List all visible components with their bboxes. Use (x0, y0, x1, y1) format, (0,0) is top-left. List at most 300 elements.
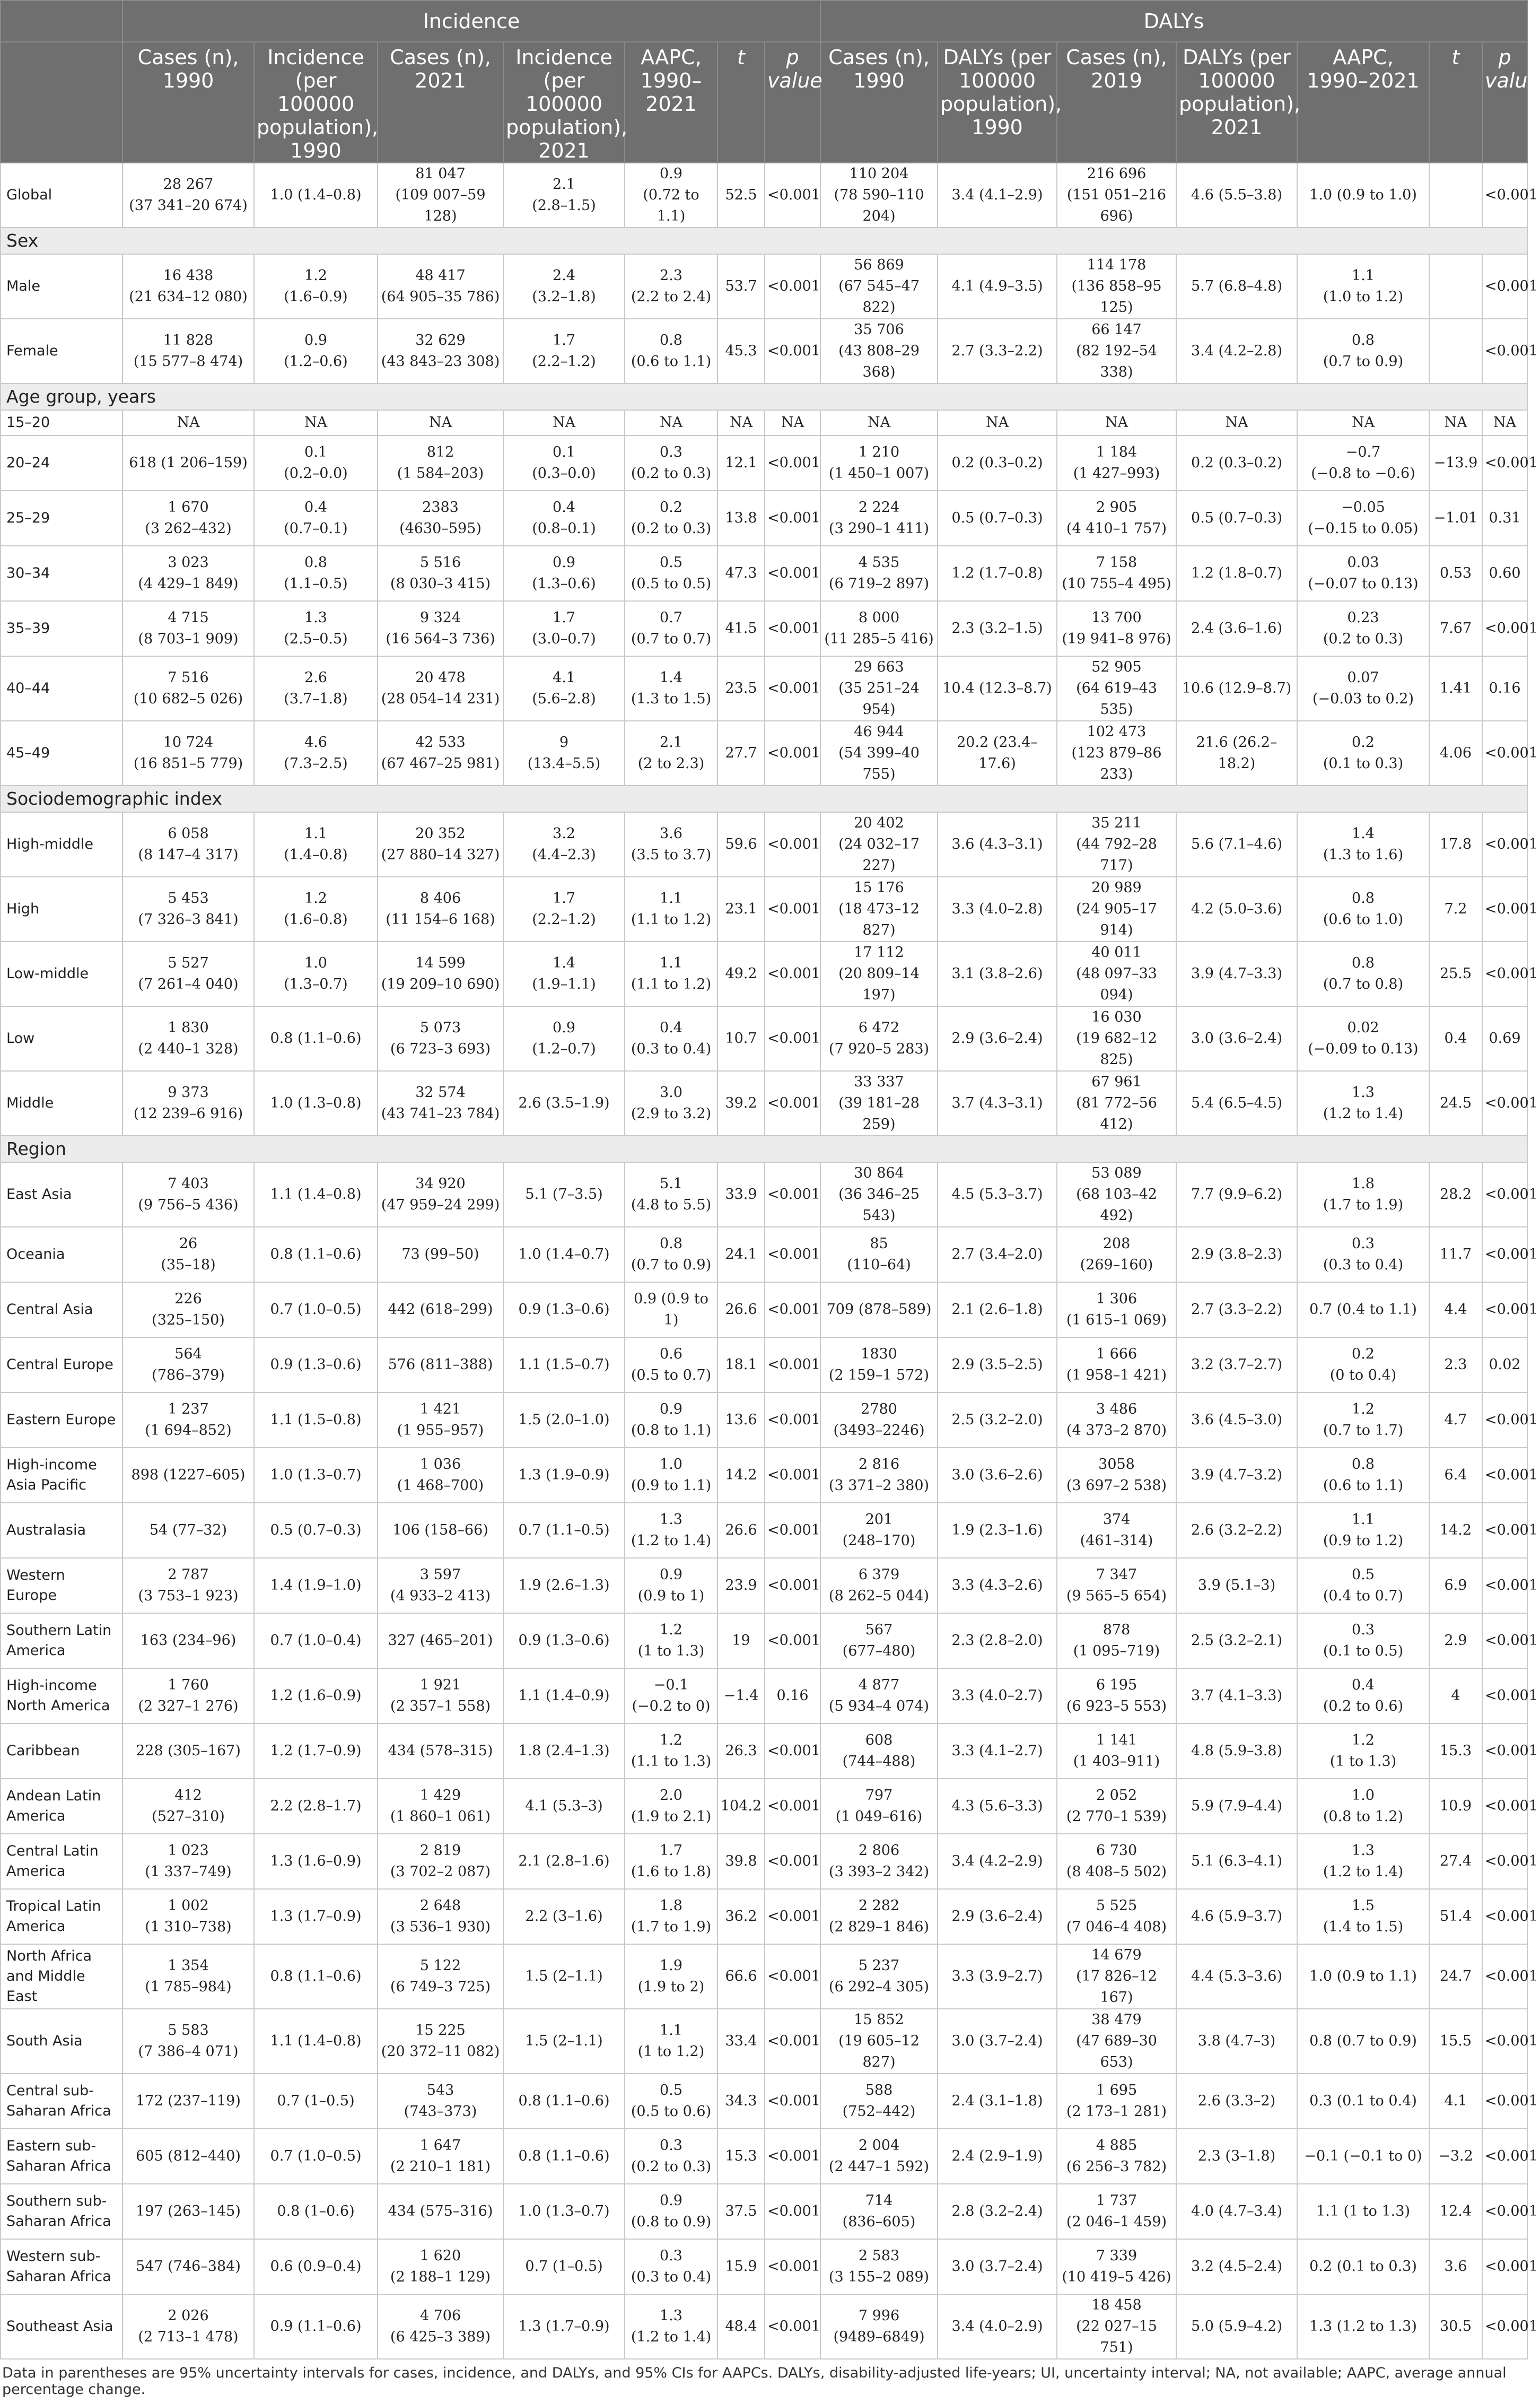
cell-value: 3.3 (4.0–2.8) (951, 901, 1043, 917)
cell-value: 2.3 (3.2–1.5) (951, 620, 1043, 637)
cell-interval: (−0.15 to 0.05) (1308, 520, 1419, 537)
cell-value: 1.3 (1352, 1084, 1375, 1101)
table-cell (1176, 721, 1297, 786)
cell-value: <0.001 (1485, 2203, 1538, 2219)
row-label-line: Global (6, 187, 52, 203)
table-cell (1057, 1834, 1176, 1889)
table-cell (938, 436, 1057, 491)
table-cell (378, 1448, 503, 1503)
cell-value: 1 695 (1096, 2082, 1138, 2099)
cell-value: 3.3 (3.9–2.7) (951, 1968, 1043, 1984)
table-cell (503, 1282, 625, 1337)
cell-value: 0.4 (553, 499, 575, 516)
cell-value: <0.001 (767, 1030, 820, 1047)
table-cell (378, 1227, 503, 1282)
cell-value: 1.9 (660, 1957, 682, 1974)
table-cell (122, 1889, 254, 1944)
table-cell (1176, 1503, 1297, 1558)
cell-value: NA (1105, 414, 1128, 431)
cell-value: 0.9 (1.1–0.6) (270, 2318, 362, 2335)
cell-value: 0.9 (1.3–0.6) (270, 1356, 362, 1373)
table-cell (1176, 601, 1297, 656)
table-cell (503, 410, 625, 436)
table-cell (503, 1889, 625, 1944)
cell-interval: (1.4–0.8) (284, 847, 348, 863)
cell-value: <0.001 (1485, 1467, 1538, 1483)
cell-value: 18 458 (1091, 2297, 1142, 2313)
table-cell (122, 1337, 254, 1392)
table-cell (1176, 319, 1297, 384)
table-cell (765, 1071, 820, 1136)
cell-value: 588 (865, 2082, 893, 2099)
table-cell (122, 1834, 254, 1889)
table-cell (938, 1337, 1057, 1392)
table-cell (378, 1392, 503, 1448)
table-cell (1057, 1613, 1176, 1668)
table-cell (1429, 2294, 1482, 2359)
table-row (1, 1834, 1527, 1889)
table-cell (1297, 601, 1429, 656)
cell-value: 1.0 (660, 1456, 682, 1473)
cell-value: <0.001 (767, 1743, 820, 1759)
table-cell (625, 163, 718, 228)
table-cell (1176, 877, 1297, 942)
table-cell (1429, 1834, 1482, 1889)
row-label (1, 2074, 122, 2129)
table-cell (1297, 319, 1429, 384)
cell-value: 0.2 (1352, 1346, 1375, 1362)
table-cell (503, 1227, 625, 1282)
cell-value: 2.9 (3.5–2.5) (951, 1356, 1043, 1373)
table-cell (765, 2129, 820, 2184)
cell-interval: (1 860–1 061) (390, 1808, 491, 1825)
cell-interval: (1 427–993) (1073, 465, 1160, 482)
cell-value: <0.001 (1485, 1186, 1538, 1203)
cell-interval: (1 049–616) (835, 1808, 923, 1825)
cell-value: 4.5 (5.3–3.7) (951, 1186, 1043, 1203)
table-cell (718, 1071, 765, 1136)
table-cell (718, 1834, 765, 1889)
table-cell (625, 1889, 718, 1944)
cell-value: 1 036 (419, 1456, 461, 1473)
row-label-line: 40–44 (6, 680, 50, 696)
cell-value: 7.67 (1439, 620, 1472, 637)
table-cell (718, 1503, 765, 1558)
cell-value: 0.4 (1444, 1030, 1467, 1047)
cell-value: 4.4 (5.3–3.6) (1191, 1968, 1282, 1984)
cell-value: 1 184 (1096, 444, 1138, 460)
table-cell (378, 1071, 503, 1136)
table-cell (765, 1162, 820, 1227)
cell-interval: (2 357–1 558) (390, 1698, 491, 1714)
cell-interval: (1.6–0.8) (284, 911, 348, 928)
cell-interval: (0.6 to 1.0) (1323, 911, 1404, 928)
cell-value: 3.6 (1444, 2258, 1467, 2275)
cell-interval: (0.1 to 0.5) (1323, 1643, 1404, 1659)
cell-interval: (39 181–28 259) (838, 1095, 920, 1133)
row-label (1, 721, 122, 786)
cell-value: 6 195 (1096, 1677, 1138, 1693)
table-cell (1482, 2129, 1538, 2184)
table-cell (718, 1944, 765, 2009)
cell-value: 5 583 (168, 2022, 209, 2039)
table-cell (254, 2129, 378, 2184)
cell-interval: (6 256–3 782) (1066, 2158, 1167, 2175)
cell-value: 327 (465–201) (388, 1632, 493, 1649)
cell-value: 0.7 (1.1–0.5) (518, 1522, 610, 1538)
cell-interval: (0.7 to 1.7) (1323, 1422, 1404, 1439)
cell-interval: (0.9 to 1.1) (631, 1477, 712, 1494)
cell-value: 1.3 (1.2 to 1.3) (1309, 2318, 1417, 2335)
cell-value: NA (659, 414, 683, 431)
table-cell (625, 410, 718, 436)
cell-value: 2 819 (419, 1842, 461, 1859)
table-cell (765, 2009, 820, 2074)
table-header (1, 1, 1540, 163)
cell-interval: (−0.07 to 0.13) (1308, 576, 1419, 592)
table-cell (1057, 1944, 1176, 2009)
cell-interval: (1 095–719) (1073, 1643, 1160, 1659)
table-cell (820, 254, 938, 319)
table-cell (1176, 1006, 1297, 1071)
cell-value: 543 (426, 2082, 454, 2099)
cell-interval: (0.9 to 1.2) (1323, 1533, 1404, 1549)
cell-interval: (−0.09 to 0.13) (1308, 1041, 1419, 1057)
cell-value: 0.6 (660, 1346, 682, 1362)
cell-interval: (3 155–2 089) (828, 2269, 930, 2285)
cell-value: 0.1 (304, 444, 327, 460)
row-label-line: America (6, 1808, 66, 1824)
cell-value: 3.4 (4.2–2.8) (1191, 343, 1282, 359)
row-label (1, 1337, 122, 1392)
table-cell (625, 1779, 718, 1834)
cell-interval: (123 879–86 233) (1071, 745, 1162, 782)
cell-interval: (3 536–1 930) (390, 1919, 491, 1935)
header-corner-sub (1, 42, 122, 163)
cell-value: 13.6 (725, 1412, 757, 1428)
table-cell (1297, 1392, 1429, 1448)
table-cell (122, 721, 254, 786)
cell-value: <0.001 (1485, 1968, 1538, 1984)
table-row (1, 2009, 1527, 2074)
table-cell (1482, 2294, 1538, 2359)
cell-value: <0.001 (767, 187, 820, 203)
table-cell (378, 2294, 503, 2359)
table-cell (122, 1613, 254, 1668)
table-cell (254, 163, 378, 228)
cell-interval: (3.0–0.7) (532, 631, 596, 647)
cell-interval: (2 829–1 846) (828, 1919, 930, 1935)
table-cell (1297, 254, 1429, 319)
table-cell (503, 1071, 625, 1136)
column-header: DALYs (per 100000 population), 2021 (1176, 42, 1297, 163)
table-cell (625, 2129, 718, 2184)
table-cell (1482, 942, 1538, 1006)
cell-value: 36.2 (725, 1908, 757, 1925)
table-cell (1057, 2294, 1176, 2359)
cell-value: <0.001 (767, 1908, 820, 1925)
cell-interval: (2 188–1 129) (390, 2269, 491, 2285)
cell-value: <0.001 (1485, 1577, 1538, 1594)
cell-interval: (−0.2 to 0) (632, 1698, 711, 1714)
cell-value: <0.001 (767, 836, 820, 852)
cell-value: 0.6 (0.9–0.4) (270, 2258, 362, 2275)
table-cell (1057, 601, 1176, 656)
table-cell (765, 656, 820, 721)
cell-interval: (1 403–911) (1073, 1753, 1160, 1770)
cell-value: 0.8 (1352, 890, 1375, 907)
table-cell (1429, 1503, 1482, 1558)
cell-value: 1.2 (1.7–0.9) (270, 1743, 362, 1759)
cell-value: 0.4 (660, 1020, 682, 1036)
cell-value: <0.001 (767, 2033, 820, 2049)
table-cell (765, 1227, 820, 1282)
table-row (1, 1282, 1527, 1337)
section-label: Sociodemographic index (1, 786, 1527, 812)
column-header: AAPC, 1990–2021 (1297, 42, 1429, 163)
table-cell (122, 491, 254, 546)
cell-value: 3.9 (4.7–3.3) (1191, 965, 1282, 982)
cell-interval: (48 097–33 094) (1076, 965, 1157, 1003)
cell-value: 0.9 (660, 2192, 682, 2209)
table-cell (503, 721, 625, 786)
cell-value: 0.31 (1489, 510, 1521, 526)
header-corner (1, 1, 122, 42)
table-cell (820, 942, 938, 1006)
table-cell (765, 1503, 820, 1558)
row-label-line: 15–20 (6, 414, 50, 431)
cell-interval: (10 755–4 495) (1062, 576, 1171, 592)
cell-value: 3.6 (4.3–3.1) (951, 836, 1043, 852)
cell-value: 1.2 (1352, 1732, 1375, 1748)
cell-value: 1.1 (1.5–0.8) (270, 1412, 362, 1428)
cell-value: 3.3 (4.3–2.6) (951, 1577, 1043, 1594)
table-cell (254, 2184, 378, 2239)
table-cell (1482, 1613, 1538, 1668)
cell-value: 3.0 (660, 1084, 682, 1101)
cell-interval: (0.2–0.0) (284, 465, 348, 482)
cell-value: 1.1 (1.4–0.8) (270, 1186, 362, 1203)
row-label-line: Andean Latin (6, 1788, 101, 1804)
cell-value: 4.6 (5.9–3.7) (1191, 1908, 1282, 1925)
cell-value: <0.001 (1485, 1743, 1538, 1759)
table-cell (625, 942, 718, 1006)
cell-value: 1 620 (419, 2248, 461, 2264)
cell-interval: (0.7 to 0.7) (631, 631, 712, 647)
cell-interval: (43 843–23 308) (381, 353, 500, 370)
cell-value: NA (867, 414, 891, 431)
table-row (1, 1723, 1527, 1779)
cell-value: <0.001 (1485, 965, 1538, 982)
table-cell (254, 1392, 378, 1448)
table-cell (1057, 436, 1176, 491)
cell-value: 7 339 (1096, 2248, 1138, 2264)
table-cell (1297, 410, 1429, 436)
cell-interval: (1.7 to 1.9) (631, 1919, 712, 1935)
cell-interval: (0 to 0.4) (1329, 1367, 1397, 1383)
table-cell (1057, 2074, 1176, 2129)
table-cell (765, 721, 820, 786)
table-cell (1176, 1282, 1297, 1337)
table-cell (1297, 2074, 1429, 2129)
table-cell (378, 601, 503, 656)
table-cell (254, 1889, 378, 1944)
cell-value: 2.7 (3.4–2.0) (951, 1246, 1043, 1263)
table-cell (122, 877, 254, 942)
cell-value: <0.001 (1485, 901, 1538, 917)
cell-interval: (7 261–4 040) (138, 976, 239, 992)
cell-value: 618 (1 206–159) (129, 455, 248, 471)
table-cell (378, 2184, 503, 2239)
cell-value: <0.001 (767, 620, 820, 637)
cell-value: <0.001 (1485, 1798, 1538, 1814)
cell-interval: (8 147–4 317) (138, 847, 239, 863)
row-label-line: Eastern sub- (6, 2138, 97, 2154)
table-cell (1297, 163, 1429, 228)
cell-value: 20 352 (415, 825, 466, 842)
cell-value: 2 905 (1096, 499, 1138, 516)
table-cell (625, 1006, 718, 1071)
cell-value: 1 647 (419, 2137, 461, 2154)
row-label-line: Tropical Latin (6, 1898, 101, 1914)
table-cell (1297, 491, 1429, 546)
cell-interval: (1.9–1.1) (532, 976, 596, 992)
table-cell (503, 601, 625, 656)
cell-value: −0.7 (1345, 444, 1381, 460)
table-cell (122, 2009, 254, 2074)
table-cell (254, 656, 378, 721)
table-cell (625, 601, 718, 656)
cell-value: <0.001 (767, 1095, 820, 1111)
table-cell (820, 2009, 938, 2074)
table-cell (1057, 656, 1176, 721)
cell-value: NA (1444, 414, 1467, 431)
cell-value: 33.4 (725, 2033, 757, 2049)
cell-interval: (19 209–10 690) (381, 976, 500, 992)
table-cell (1057, 1779, 1176, 1834)
cell-interval: (7.3–2.5) (284, 755, 348, 772)
row-label-line: Low (6, 1030, 35, 1047)
cell-value: 8 406 (419, 890, 461, 907)
table-cell (1297, 2239, 1429, 2294)
cell-value: 17.8 (1439, 836, 1472, 852)
cell-value: 1.1 (304, 825, 327, 842)
cell-value: <0.001 (1485, 1301, 1538, 1318)
row-label-line: 25–29 (6, 510, 50, 526)
cell-value: 15.5 (1439, 2033, 1472, 2049)
cell-value: 576 (811–388) (388, 1356, 493, 1373)
table-cell (1176, 1779, 1297, 1834)
table-cell (378, 546, 503, 601)
table-cell (765, 1668, 820, 1723)
table-cell (1429, 1558, 1482, 1613)
section-row (1, 384, 1527, 410)
cell-value: 0.3 (660, 2248, 682, 2264)
cell-value: <0.001 (767, 1798, 820, 1814)
cell-value: 547 (746–384) (136, 2258, 241, 2275)
cell-value: 48.4 (725, 2318, 757, 2335)
cell-value: 0.16 (776, 1687, 809, 1704)
cell-interval: (136 858–95 125) (1071, 278, 1162, 316)
table-cell (625, 546, 718, 601)
cell-value: 0.9 (0.9 to 1) (634, 1291, 708, 1328)
cell-interval: (27 880–14 327) (381, 847, 500, 863)
cell-interval: (752–442) (842, 2103, 916, 2120)
cell-value: 0.7 (1.0–0.5) (270, 2148, 362, 2164)
table-row (1, 656, 1527, 721)
table-cell (625, 2074, 718, 2129)
table-cell (1057, 1071, 1176, 1136)
cell-value: 0.8 (1352, 1456, 1375, 1473)
cell-value: 0.5 (1352, 1566, 1375, 1583)
cell-value: 20.2 (23.4–17.6) (957, 734, 1038, 772)
cell-value: <0.001 (767, 1356, 820, 1373)
cell-value: 208 (1102, 1235, 1131, 1252)
cell-value: 2 224 (858, 499, 900, 516)
cell-value: 0.7 (1.0–0.5) (270, 1301, 362, 1318)
cell-interval: (1 to 1.3) (1329, 1753, 1397, 1770)
cell-value: 3.0 (3.6–2.6) (951, 1467, 1043, 1483)
cell-value: 30.5 (1439, 2318, 1472, 2335)
cell-interval: (4 429–1 849) (138, 576, 239, 592)
cell-value: 3.7 (4.1–3.3) (1191, 1687, 1282, 1704)
table-body (1, 163, 1538, 2359)
table-cell (625, 2009, 718, 2074)
cell-interval: (4 410–1 757) (1066, 520, 1167, 537)
table-cell (1176, 491, 1297, 546)
cell-value: 13.8 (725, 510, 757, 526)
cell-value: 66 147 (1091, 321, 1142, 338)
cell-value: 3.2 (553, 825, 575, 842)
cell-interval: (527–310) (152, 1808, 225, 1825)
row-label (1, 546, 122, 601)
table-cell (254, 1162, 378, 1227)
cell-value: 1 141 (1096, 1732, 1138, 1748)
row-label (1, 410, 122, 436)
table-cell (1057, 254, 1176, 319)
table-cell (1429, 877, 1482, 942)
cell-value: 0.8 (1352, 332, 1375, 349)
row-label-line: Saharan Africa (6, 2268, 111, 2285)
cell-value: 7 996 (858, 2308, 900, 2324)
table-cell (1057, 877, 1176, 942)
cell-value: 26 (179, 1235, 198, 1252)
cell-interval: (7 326–3 841) (138, 911, 239, 928)
table-cell (820, 1834, 938, 1889)
column-header: t (718, 42, 765, 163)
table-cell (254, 254, 378, 319)
cell-interval: (2.5–0.5) (284, 631, 348, 647)
table-cell (820, 1337, 938, 1392)
cell-value: 2383 (422, 499, 459, 516)
table-row (1, 1071, 1527, 1136)
row-label-line: Central Asia (6, 1301, 93, 1318)
table-cell (938, 1503, 1057, 1558)
table-cell (820, 1227, 938, 1282)
table-cell (1429, 1668, 1482, 1723)
table-cell (820, 2129, 938, 2184)
cell-value: 9 373 (168, 1084, 209, 1101)
table-cell (938, 877, 1057, 942)
table-cell (718, 1282, 765, 1337)
cell-value: 2.4 (3.6–1.6) (1191, 620, 1282, 637)
header-dalys-group: DALYs (820, 1, 1527, 42)
cell-value: 0.02 (1347, 1020, 1379, 1036)
column-header: DALYs (per 100000 population), 1990 (938, 42, 1057, 163)
table-cell (938, 656, 1057, 721)
cell-value: 3.4 (4.2–2.9) (951, 1853, 1043, 1869)
table-cell (1482, 410, 1527, 436)
